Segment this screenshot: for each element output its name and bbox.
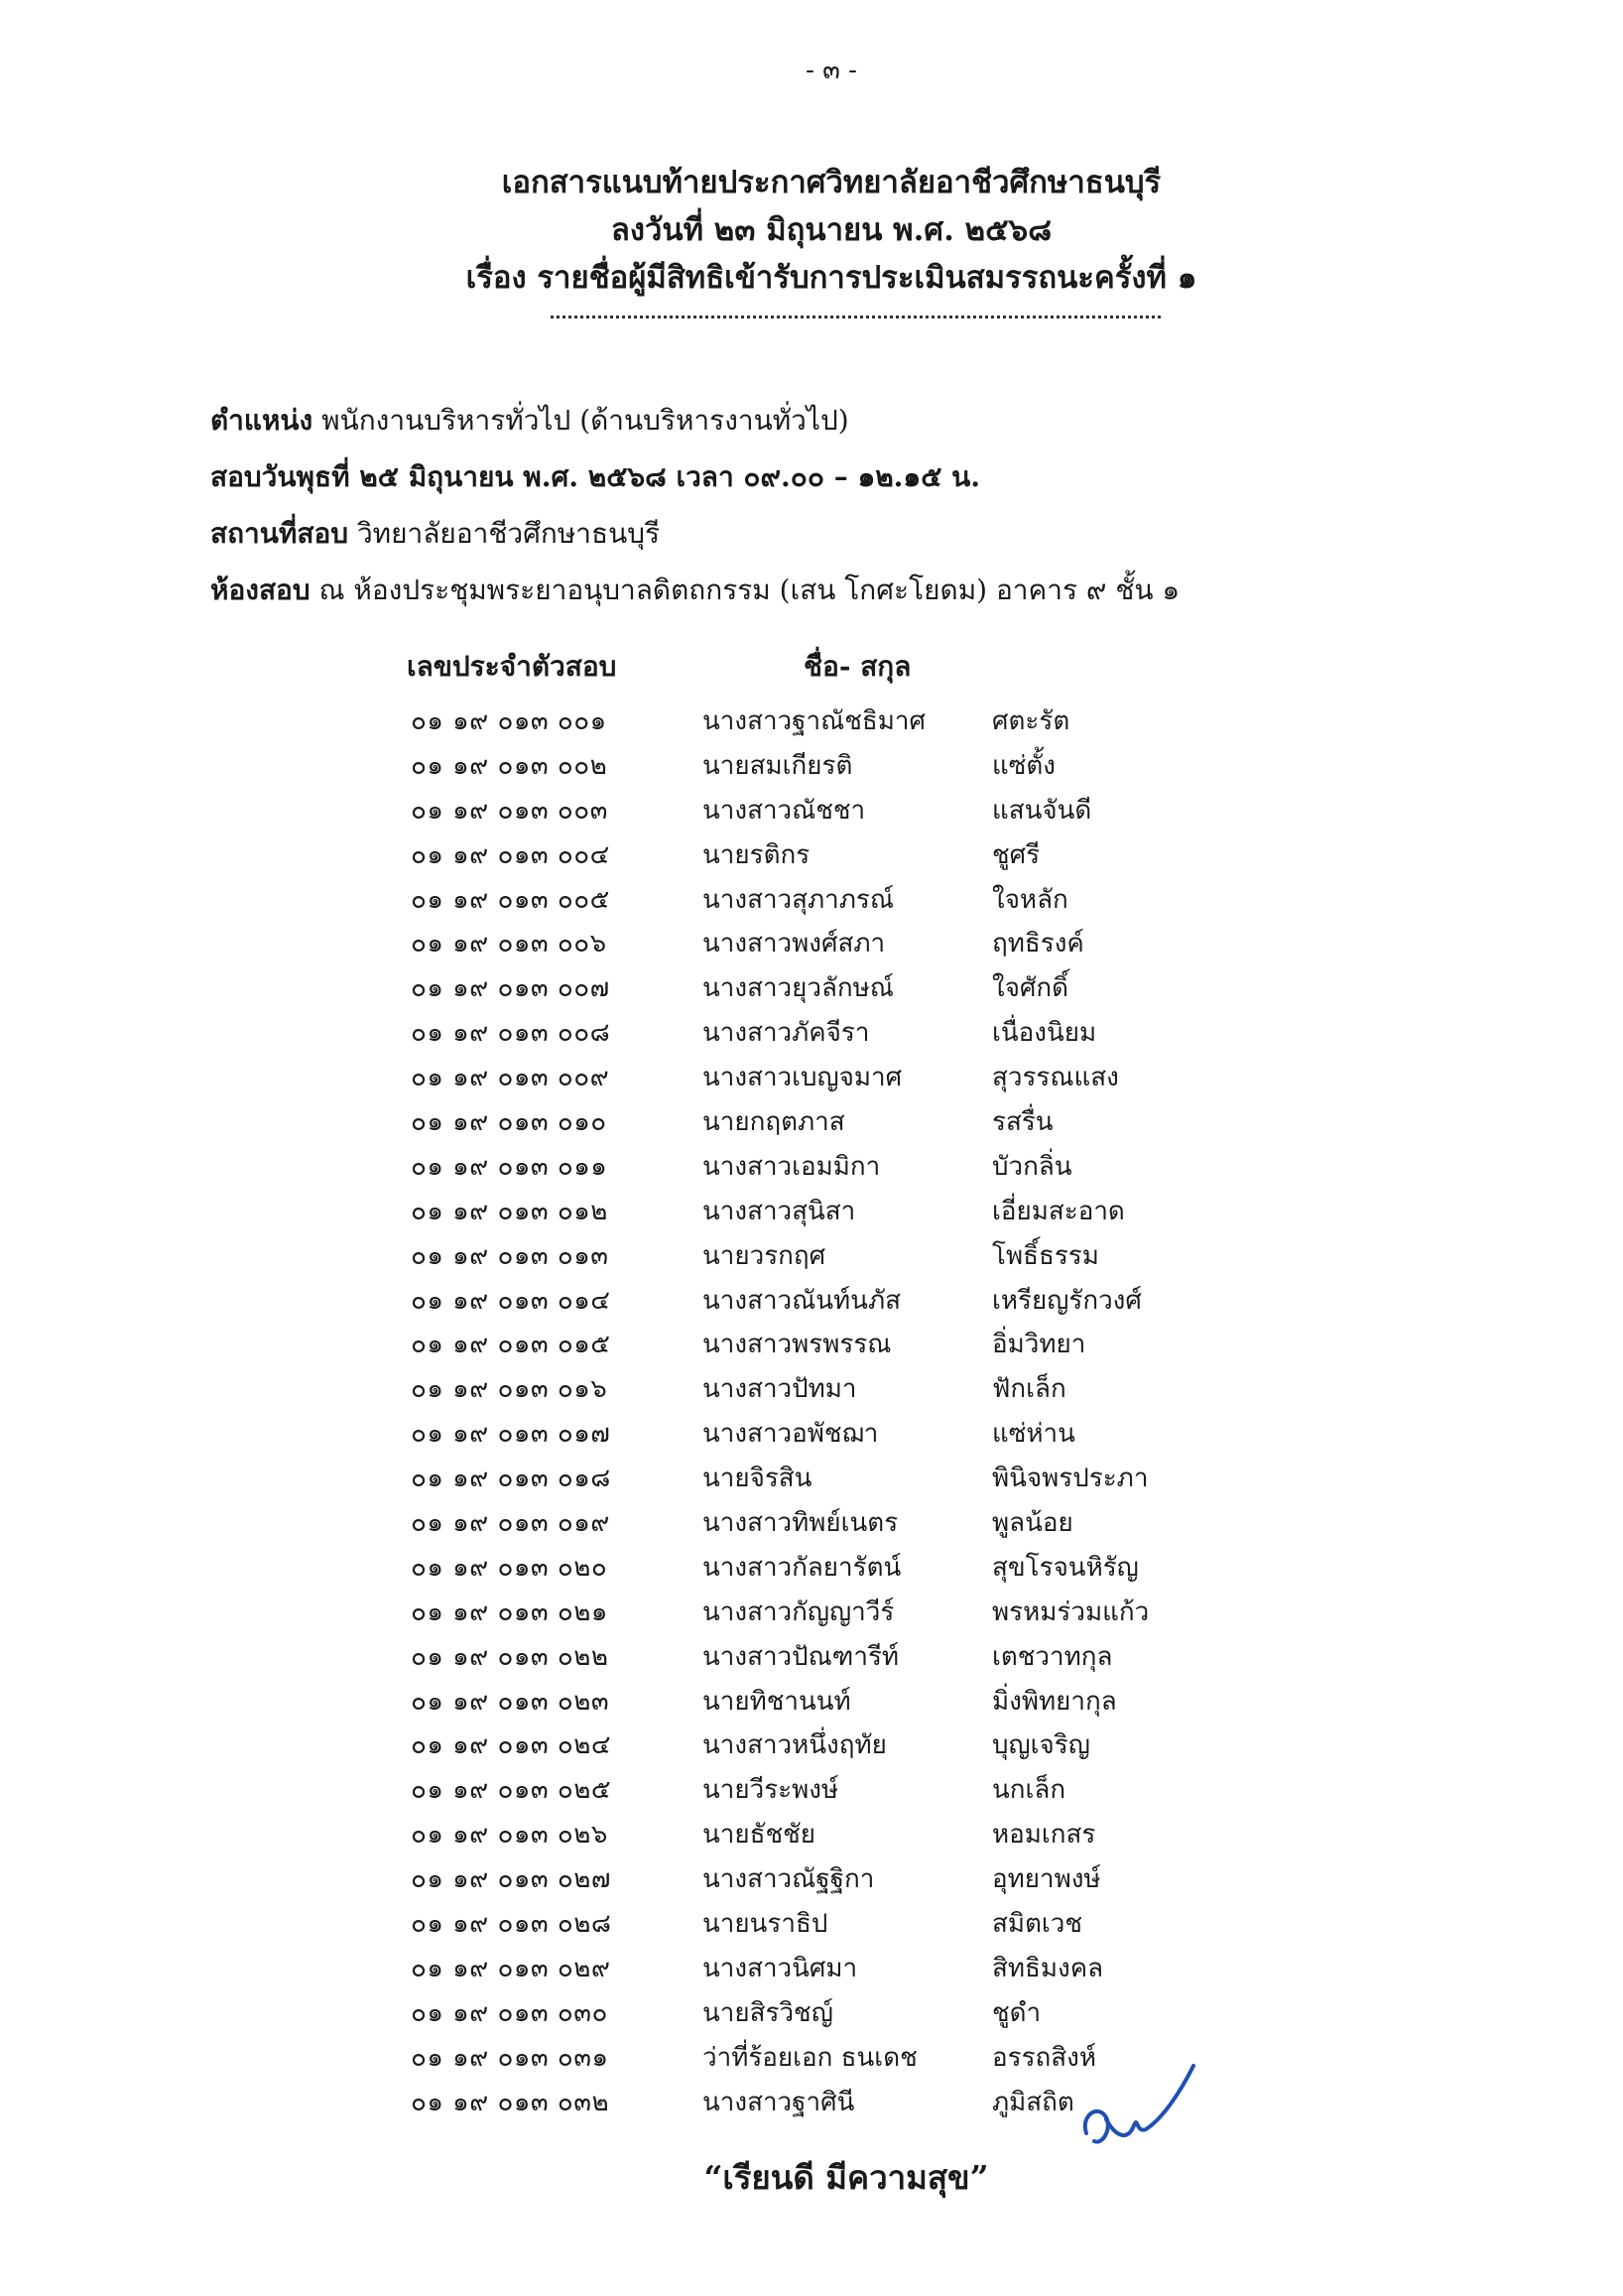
first-name: นางสาวฐาณัชธิมาศ bbox=[702, 706, 926, 736]
first-name: นายรติกร bbox=[702, 839, 811, 870]
table-row bbox=[407, 1903, 1300, 1948]
exam-id: ๐๑ ๑๙ ๐๑๓ ๐๒๕ bbox=[411, 1775, 612, 1806]
table-row bbox=[407, 1681, 1300, 1725]
last-name: รสรื่น bbox=[992, 1107, 1054, 1138]
first-name: นางสาวเบญจมาศ bbox=[702, 1063, 903, 1093]
table-row bbox=[407, 745, 1300, 790]
table-row bbox=[407, 1324, 1300, 1368]
exam-id: ๐๑ ๑๙ ๐๑๓ ๐๐๖ bbox=[411, 929, 607, 959]
first-name: นางสาวภัคจีรา bbox=[702, 1018, 870, 1049]
table-row bbox=[407, 1992, 1300, 2037]
last-name: ชูดำ bbox=[992, 1997, 1042, 2028]
venue-row bbox=[210, 505, 1180, 562]
signature-mark bbox=[1076, 2046, 1205, 2155]
table-row bbox=[407, 1057, 1300, 1101]
exam-id: ๐๑ ๑๙ ๐๑๓ ๐๐๙ bbox=[411, 1063, 610, 1093]
last-name: เอี่ยมสะอาด bbox=[992, 1196, 1125, 1226]
last-name: อิ่มวิทยา bbox=[992, 1330, 1086, 1360]
exam-id: ๐๑ ๑๙ ๐๑๓ ๐๑๔ bbox=[411, 1285, 611, 1316]
header-full-name: ชื่อ- สกุล bbox=[804, 650, 912, 683]
first-name: นายวีระพงษ์ bbox=[702, 1775, 839, 1806]
last-name: เนื่องนิยม bbox=[992, 1018, 1097, 1049]
last-name: พินิจพรประภา bbox=[992, 1464, 1149, 1494]
dotted-divider bbox=[551, 316, 1161, 319]
exam-id: ๐๑ ๑๙ ๐๑๓ ๐๐๑ bbox=[411, 706, 607, 736]
last-name: แสนจันดี bbox=[992, 795, 1092, 826]
last-name: ใจหลัก bbox=[992, 884, 1068, 915]
exam-id: ๐๑ ๑๙ ๐๑๓ ๐๐๗ bbox=[411, 973, 610, 1004]
last-name: พูลน้อย bbox=[992, 1508, 1073, 1539]
first-name: นางสาวพงศ์สภา bbox=[702, 929, 886, 959]
table-row bbox=[407, 1858, 1300, 1903]
last-name: ใจศักดิ์ bbox=[992, 973, 1069, 1004]
last-name: ฟักเล็ก bbox=[992, 1374, 1066, 1405]
last-name: ศตะรัต bbox=[992, 706, 1070, 736]
last-name: บัวกลิ่น bbox=[992, 1151, 1072, 1182]
exam-id: ๐๑ ๑๙ ๐๑๓ ๐๐๔ bbox=[411, 839, 610, 870]
table-row bbox=[407, 923, 1300, 967]
table-row bbox=[407, 1191, 1300, 1235]
last-name: หอมเกสร bbox=[992, 1820, 1096, 1850]
first-name: นางสาวพรพรรณ bbox=[702, 1330, 892, 1360]
table-row bbox=[407, 1012, 1300, 1057]
table-row bbox=[407, 1814, 1300, 1858]
last-name: อรรถสิงห์ bbox=[992, 2042, 1096, 2073]
exam-id: ๐๑ ๑๙ ๐๑๓ ๐๒๑ bbox=[411, 1596, 608, 1627]
first-name: นายทิชานนท์ bbox=[702, 1686, 851, 1717]
last-name: สมิตเวช bbox=[992, 1909, 1083, 1940]
venue-value: วิทยาลัยอาชีวศึกษาธนบุรี bbox=[348, 517, 661, 550]
table-row bbox=[407, 834, 1300, 879]
candidate-table bbox=[407, 645, 1300, 2126]
last-name: นกเล็ก bbox=[992, 1775, 1066, 1806]
table-body bbox=[407, 701, 1300, 2126]
first-name: นางสาวณันท์นภัส bbox=[702, 1285, 901, 1316]
first-name: นายจิรสิน bbox=[702, 1464, 812, 1494]
table-row bbox=[407, 1948, 1300, 1992]
first-name: นางสาวทิพย์เนตร bbox=[702, 1508, 899, 1539]
exam-id: ๐๑ ๑๙ ๐๑๓ ๐๑๒ bbox=[411, 1196, 608, 1226]
exam-id: ๐๑ ๑๙ ๐๑๓ ๐๑๕ bbox=[411, 1330, 611, 1360]
first-name: นางสาวกัลยารัตน์ bbox=[702, 1552, 902, 1583]
exam-id: ๐๑ ๑๙ ๐๑๓ ๐๒๙ bbox=[411, 1953, 611, 1983]
last-name: แซ่ตั้ง bbox=[992, 750, 1056, 781]
first-name: ว่าที่ร้อยเอก ธนเดช bbox=[702, 2042, 918, 2073]
exam-id: ๐๑ ๑๙ ๐๑๓ ๐๒๔ bbox=[411, 1730, 612, 1761]
first-name: นางสาวปัทมา bbox=[702, 1374, 857, 1405]
exam-id: ๐๑ ๑๙ ๐๑๓ ๐๒๖ bbox=[411, 1820, 608, 1850]
first-name: นายสิรวิชญ์ bbox=[702, 1997, 833, 2028]
table-row bbox=[407, 1280, 1300, 1325]
last-name: ฤทธิรงค์ bbox=[992, 929, 1084, 959]
table-row bbox=[407, 1413, 1300, 1458]
first-name: นายนราธิป bbox=[702, 1909, 828, 1940]
last-name: ชูศรี bbox=[992, 839, 1041, 870]
table-row bbox=[407, 1636, 1300, 1681]
table-row bbox=[407, 701, 1300, 745]
table-row bbox=[407, 967, 1300, 1012]
table-row bbox=[407, 1458, 1300, 1502]
first-name: นางสาวสุภาภรณ์ bbox=[702, 884, 894, 915]
first-name: นายกฤตภาส bbox=[702, 1107, 845, 1138]
room-label: ห้องสอบ bbox=[210, 574, 311, 606]
last-name: บุญเจริญ bbox=[992, 1730, 1090, 1761]
table-header bbox=[407, 645, 1300, 701]
first-name: นางสาวหนึ่งฤทัย bbox=[702, 1730, 887, 1761]
position-label: ตำแหน่ง bbox=[210, 404, 313, 437]
exam-id: ๐๑ ๑๙ ๐๑๓ ๐๑๗ bbox=[411, 1419, 611, 1450]
exam-id: ๐๑ ๑๙ ๐๑๓ ๐๒๗ bbox=[411, 1864, 611, 1895]
first-name: นายธัชชัย bbox=[702, 1820, 816, 1850]
room-row bbox=[210, 562, 1180, 618]
last-name: อุทยาพงษ์ bbox=[992, 1864, 1101, 1895]
header-exam-id: เลขประจำตัวสอบ bbox=[407, 650, 617, 683]
last-name: มิ่งพิทยากุล bbox=[992, 1686, 1117, 1717]
first-name: นางสาวยุวลักษณ์ bbox=[702, 973, 894, 1004]
first-name: นางสาวสุนิสา bbox=[702, 1196, 856, 1226]
table-row bbox=[407, 1235, 1300, 1280]
table-row bbox=[407, 1146, 1300, 1191]
header-date: ลงวันที่ ๒๓ มิถุนายน พ.ศ. ๒๕๖๘ bbox=[610, 212, 1053, 248]
first-name: นางสาวณัชชา bbox=[702, 795, 866, 826]
exam-id: ๐๑ ๑๙ ๐๑๓ ๐๐๒ bbox=[411, 750, 608, 781]
last-name: สุวรรณแสง bbox=[992, 1063, 1119, 1093]
last-name: แซ่ห่าน bbox=[992, 1419, 1075, 1450]
exam-id: ๐๑ ๑๙ ๐๑๓ ๐๓๐ bbox=[411, 1997, 608, 2028]
room-value: ณ ห้องประชุมพระยาอนุบาลดิตถกรรม (เสน โกศะโยดม) อาคาร ๙ ชั้น ๑ bbox=[310, 574, 1181, 606]
document-header bbox=[0, 159, 1623, 302]
table-row bbox=[407, 790, 1300, 834]
exam-id: ๐๑ ๑๙ ๐๑๓ ๐๑๘ bbox=[411, 1464, 611, 1494]
last-name: พรหมร่วมแก้ว bbox=[992, 1596, 1150, 1627]
page-number: - ๓ - bbox=[806, 56, 857, 85]
last-name: สิทธิมงคล bbox=[992, 1953, 1104, 1983]
exam-id: ๐๑ ๑๙ ๐๑๓ ๐๐๘ bbox=[411, 1018, 611, 1049]
exam-id: ๐๑ ๑๙ ๐๑๓ ๐๐๓ bbox=[411, 795, 608, 826]
exam-id: ๐๑ ๑๙ ๐๑๓ ๐๑๑ bbox=[411, 1151, 608, 1182]
exam-id: ๐๑ ๑๙ ๐๑๓ ๐๑๐ bbox=[411, 1107, 607, 1138]
first-name: นางสาวปัณฑารีท์ bbox=[702, 1641, 900, 1672]
table-row bbox=[407, 1368, 1300, 1413]
exam-id: ๐๑ ๑๙ ๐๑๓ ๐๐๕ bbox=[411, 884, 610, 915]
table-row bbox=[407, 1101, 1300, 1146]
first-name: นางสาวฐาศินี bbox=[702, 2087, 855, 2117]
last-name: โพธิ์ธรรม bbox=[992, 1240, 1099, 1271]
motto: “เรียนดี มีความสุข” bbox=[703, 2158, 989, 2197]
venue-label: สถานที่สอบ bbox=[210, 517, 349, 550]
first-name: นางสาวเอมมิกา bbox=[702, 1151, 881, 1182]
exam-id: ๐๑ ๑๙ ๐๑๓ ๐๒๐ bbox=[411, 1552, 608, 1583]
exam-id: ๐๑ ๑๙ ๐๑๓ ๐๓๑ bbox=[411, 2042, 609, 2073]
table-row bbox=[407, 1724, 1300, 1769]
last-name: เตชวาทกุล bbox=[992, 1641, 1113, 1672]
position-value: พนักงานบริหารทั่วไป (ด้านบริหารงานทั่วไป) bbox=[312, 404, 849, 437]
exam-id: ๐๑ ๑๙ ๐๑๓ ๐๓๒ bbox=[411, 2087, 610, 2117]
exam-id: ๐๑ ๑๙ ๐๑๓ ๐๒๘ bbox=[411, 1909, 612, 1940]
header-subject: เรื่อง รายชื่อผู้มีสิทธิเข้ารับการประเมินสมรรถนะครั้งที่ ๑ bbox=[465, 260, 1197, 296]
exam-info bbox=[210, 392, 1180, 618]
first-name: นางสาวกัญญาวีร์ bbox=[702, 1596, 895, 1627]
table-row bbox=[407, 1547, 1300, 1592]
table-row bbox=[407, 1769, 1300, 1814]
first-name: นางสาวนิศมา bbox=[702, 1953, 858, 1983]
exam-id: ๐๑ ๑๙ ๐๑๓ ๐๒๓ bbox=[411, 1686, 610, 1717]
first-name: นายสมเกียรติ bbox=[702, 750, 853, 781]
exam-id: ๐๑ ๑๙ ๐๑๓ ๐๑๖ bbox=[411, 1374, 608, 1405]
exam-id: ๐๑ ๑๙ ๐๑๓ ๐๒๒ bbox=[411, 1641, 609, 1672]
last-name: เหรียญรักวงศ์ bbox=[992, 1285, 1142, 1316]
first-name: นางสาวอพัชฌา bbox=[702, 1419, 879, 1450]
position-row bbox=[210, 392, 1180, 448]
table-row bbox=[407, 1592, 1300, 1636]
first-name: นายวรกฤศ bbox=[702, 1240, 826, 1271]
table-row bbox=[407, 1502, 1300, 1547]
schedule-row: สอบวันพุธที่ ๒๕ มิถุนายน พ.ศ. ๒๕๖๘ เวลา ๐๙.๐๐ – ๑๒.๑๕ น. bbox=[210, 460, 981, 493]
exam-id: ๐๑ ๑๙ ๐๑๓ ๐๑๙ bbox=[411, 1508, 610, 1539]
exam-id: ๐๑ ๑๙ ๐๑๓ ๐๑๓ bbox=[411, 1240, 609, 1271]
last-name: สุขโรจนหิรัญ bbox=[992, 1552, 1139, 1583]
first-name: นางสาวณัฐฐิกา bbox=[702, 1864, 875, 1895]
header-title: เอกสารแนบท้ายประกาศวิทยาลัยอาชีวศึกษาธนบุรี bbox=[501, 165, 1162, 200]
table-row bbox=[407, 879, 1300, 924]
last-name: ภูมิสถิต bbox=[992, 2087, 1074, 2117]
